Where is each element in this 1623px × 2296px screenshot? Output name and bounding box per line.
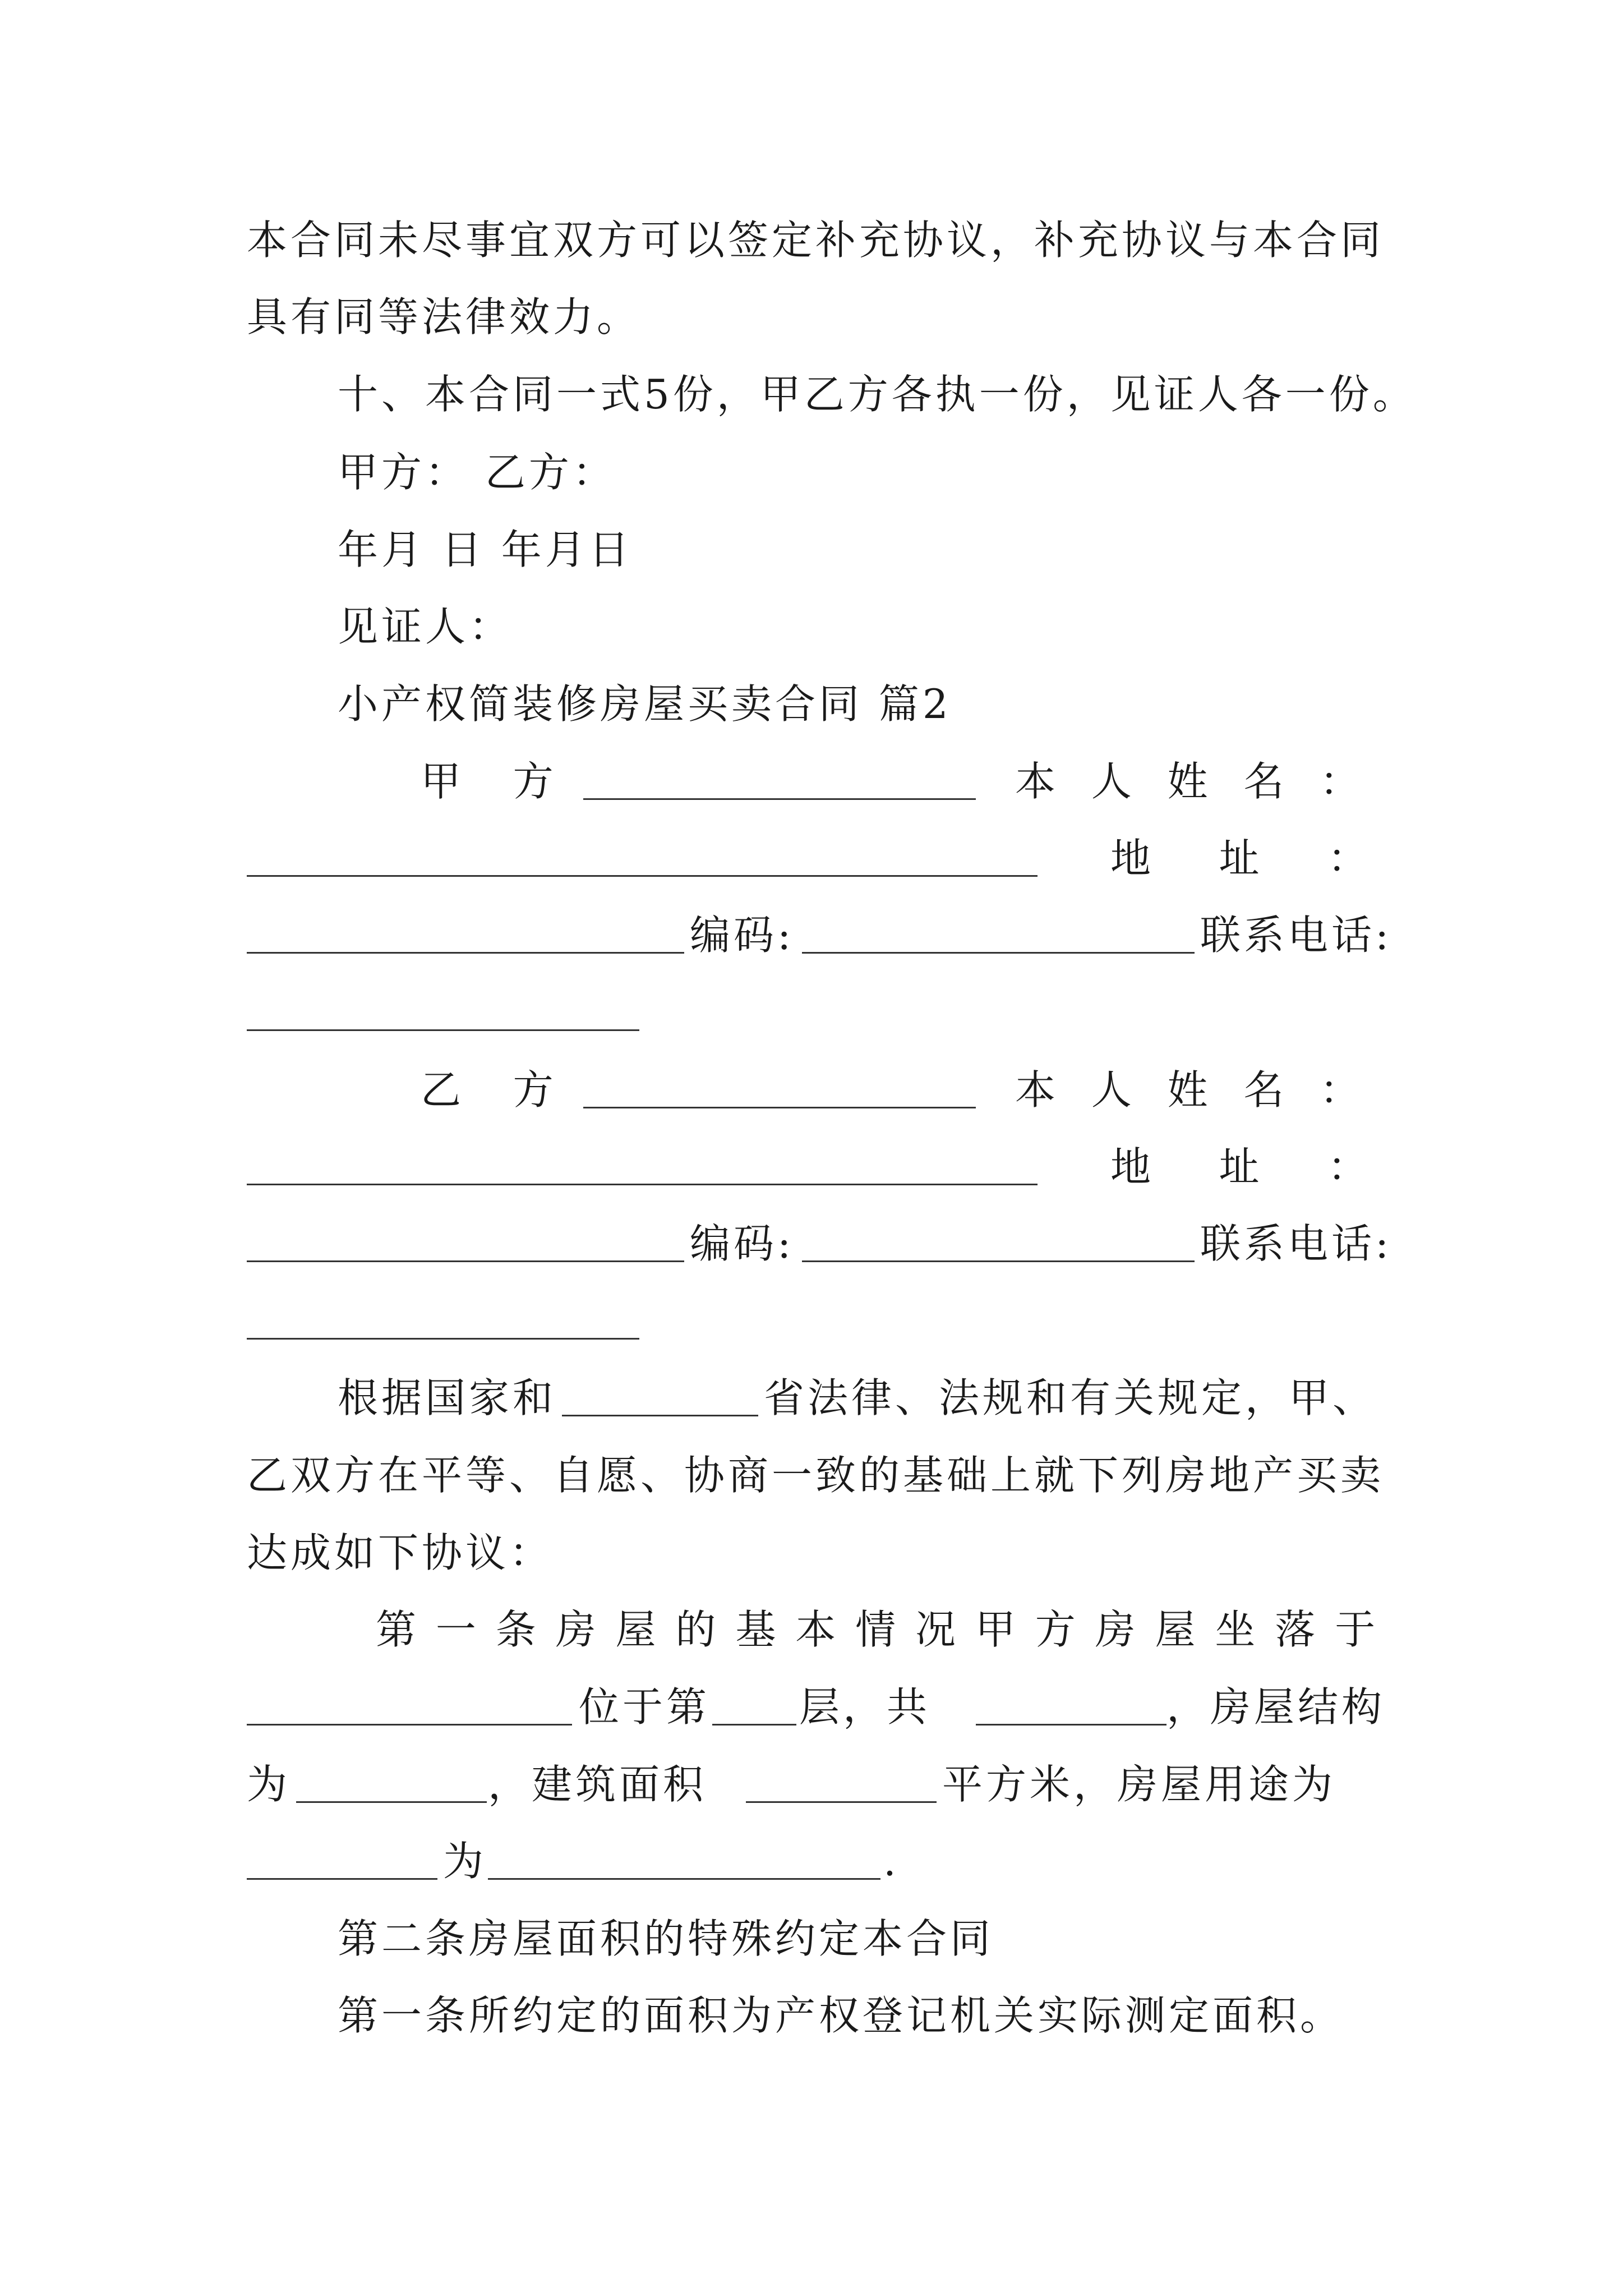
party-a-code-row (247, 907, 1393, 963)
party-a-phone-row (247, 984, 1385, 1041)
signature-parties: 甲方： 乙方： (338, 449, 616, 496)
preamble-line-3: 达成如下协议： (247, 1529, 554, 1576)
structure-label: ，房屋结构 (1166, 1683, 1386, 1731)
article-2-line-2: 第一条所约定的面积为产权登记机关实际测定面积。 (338, 1992, 1344, 2039)
party-a-name-blank[interactable] (247, 838, 1038, 877)
province-blank[interactable] (562, 1378, 758, 1416)
structure-blank[interactable] (296, 1764, 487, 1803)
section-title: 小产权简装修房屋买卖合同 篇2 (338, 680, 952, 728)
party-b-code-label: 编码: (690, 1220, 795, 1267)
area-label: ，建筑面积 (488, 1761, 707, 1808)
party-b-label: 乙 方 (421, 1066, 557, 1114)
area-blank[interactable] (746, 1764, 937, 1803)
as-label: 为 (247, 1761, 291, 1808)
signature-dates: 年月 日 年月日 (338, 526, 633, 573)
party-a-phone-blank[interactable] (247, 992, 639, 1031)
party-a-row (421, 753, 1385, 809)
party-b-address-row (247, 1139, 1385, 1195)
text-line: 具有同等法律效力。 (247, 293, 641, 341)
party-b-name-blank[interactable] (247, 1147, 1038, 1185)
preamble-text-a: 根据国家和 (338, 1374, 557, 1421)
article-1-title: 第 一 条 房 屋 的 基 本 情 况 甲 方 房 屋 坐 落 于 (376, 1606, 1379, 1653)
article-1-line-3 (247, 1756, 1385, 1812)
party-b-code-blank[interactable] (802, 1223, 1195, 1262)
party-b-phone-row (247, 1293, 1385, 1349)
party-a-address-label: 地 址 ： (1110, 835, 1372, 882)
party-a-code-label: 编码: (690, 912, 795, 959)
party-b-name-label: 本 人 姓 名 ： (1015, 1066, 1364, 1114)
party-a-address-blank[interactable] (247, 915, 684, 954)
article-1-line-2 (247, 1679, 1385, 1735)
total-floors-blank[interactable] (976, 1687, 1166, 1726)
preamble-line-2: 乙双方在平等、自愿、协商一致的基础上就下列房地产买卖 (247, 1452, 1385, 1499)
preamble-text-b: 省法律、法规和有关规定，甲、 (764, 1374, 1377, 1421)
period-mark: . (883, 1838, 900, 1885)
sqm-usage-label: 平方米，房屋用途为 (942, 1761, 1336, 1808)
party-b-address-blank[interactable] (247, 1223, 684, 1262)
location-blank[interactable] (247, 1687, 572, 1726)
party-a-address-row (247, 830, 1385, 886)
party-b-code-row (247, 1216, 1393, 1272)
party-a-name-label: 本 人 姓 名 ： (1015, 758, 1364, 805)
purpose-blank[interactable] (488, 1841, 880, 1880)
party-a-blank[interactable] (583, 761, 976, 800)
usage-blank[interactable] (247, 1841, 437, 1880)
clause-ten: 十、本合同一式5份，甲乙方各执一份，见证人各一份。 (338, 371, 1417, 418)
witness-label: 见证人： (338, 603, 513, 650)
party-b-phone-blank[interactable] (247, 1301, 639, 1340)
for-label: 为 (443, 1838, 487, 1885)
located-floor-label: 位于第 (579, 1683, 711, 1731)
party-b-phone-label: 联系电话: (1200, 1220, 1393, 1267)
party-b-row (421, 1062, 1385, 1118)
preamble-line-1 (338, 1370, 1385, 1426)
text-line: 本合同未尽事宜双方可以签定补充协议，补充协议与本合同 (247, 217, 1385, 264)
floor-blank[interactable] (712, 1687, 796, 1726)
article-1-line-4 (247, 1833, 1385, 1889)
party-b-address-label: 地 址 ： (1110, 1143, 1372, 1190)
party-a-phone-label: 联系电话: (1200, 912, 1393, 959)
article-2-line-1: 第二条房屋面积的特殊约定本合同 (338, 1915, 994, 1962)
party-a-code-blank[interactable] (802, 915, 1195, 954)
floor-total-label: 层，共 (799, 1683, 931, 1731)
party-a-label: 甲 方 (421, 758, 557, 805)
party-b-blank[interactable] (583, 1070, 976, 1108)
